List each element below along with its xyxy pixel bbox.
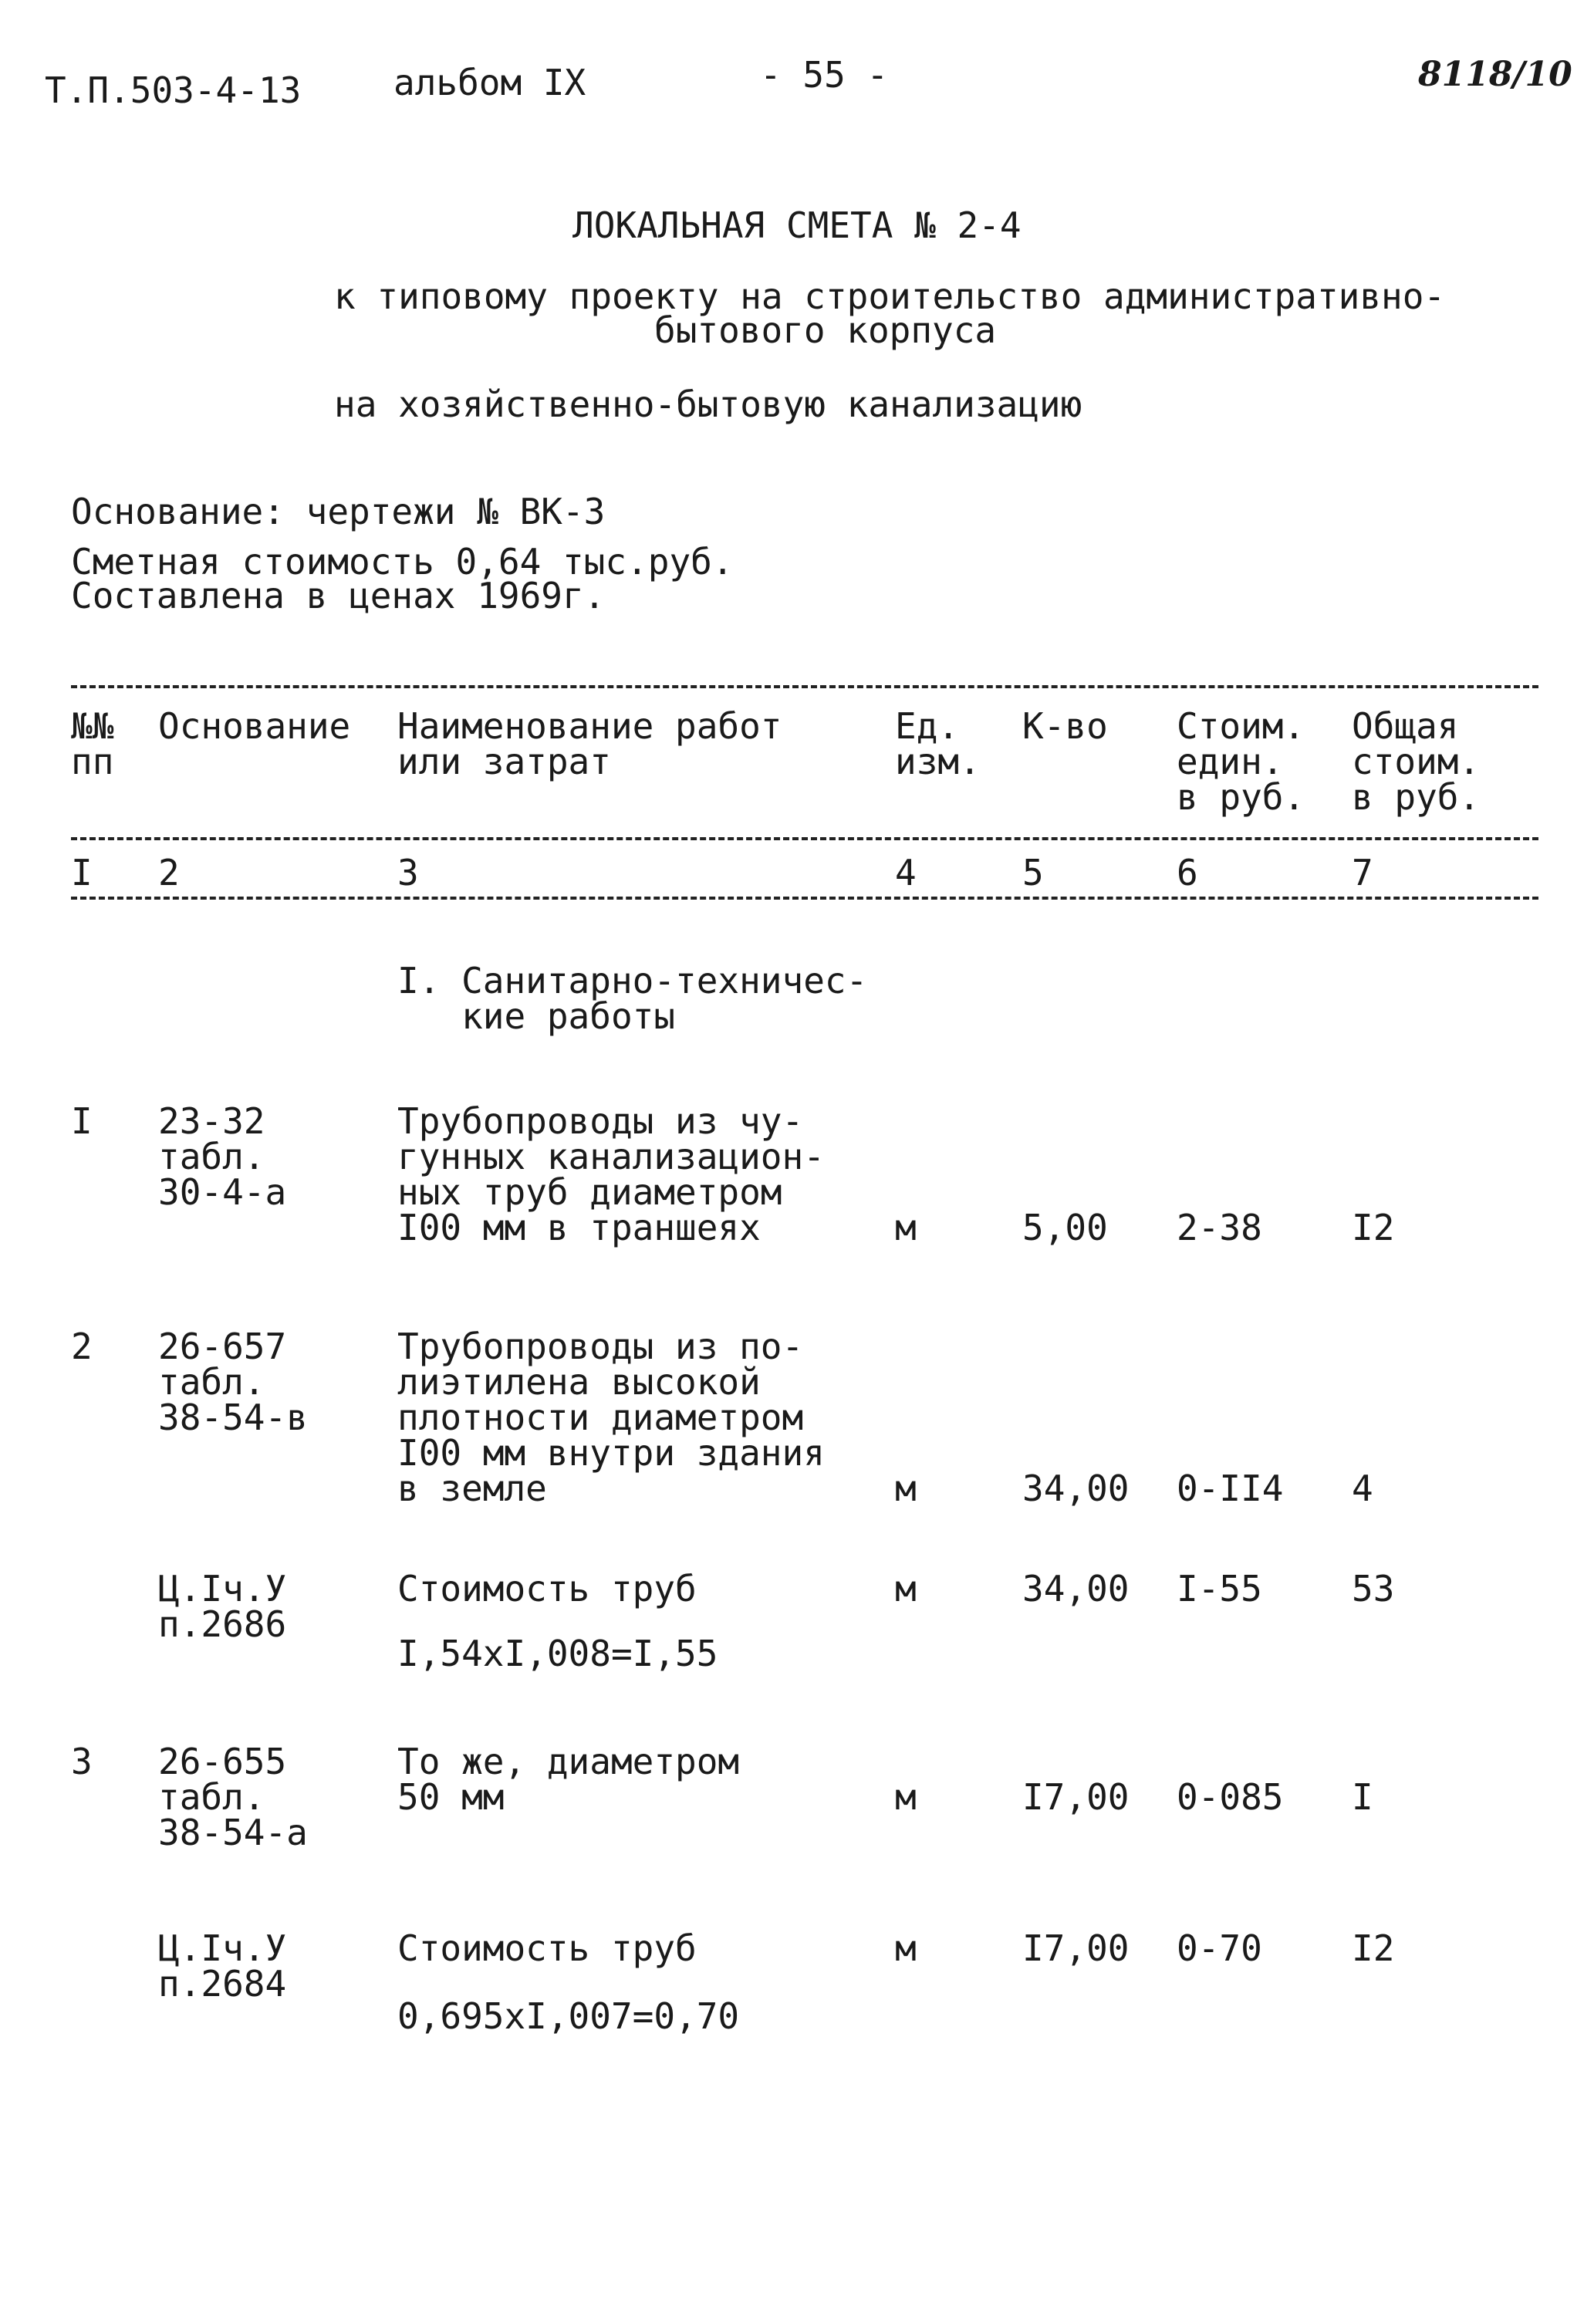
row-total-cost: 53 xyxy=(1352,1568,1395,1610)
album-number: альбом IX xyxy=(393,62,586,103)
row-unit-cost: 0-70 xyxy=(1177,1927,1262,1969)
row-unit-cost: 0-085 xyxy=(1177,1776,1284,1818)
row-unit: м xyxy=(895,1468,917,1509)
row-calculation: I,54хI,008=I,55 xyxy=(397,1633,718,1674)
col-header-basis: Основание xyxy=(158,705,351,747)
row-unit: м xyxy=(895,1927,917,1969)
document-title: ЛОКАЛЬНАЯ СМЕТА № 2-4 xyxy=(572,204,1022,246)
row-unit-cost: 0-II4 xyxy=(1177,1468,1284,1509)
row-basis: 23-32 табл. 30-4-а xyxy=(158,1100,287,1213)
col-header-unit-cost: Стоим. един. в руб. xyxy=(1177,705,1305,818)
row-total-cost: I2 xyxy=(1352,1207,1395,1248)
row-number: 3 xyxy=(71,1741,93,1782)
col-number-1: I xyxy=(71,852,93,893)
row-qty: I7,00 xyxy=(1022,1776,1130,1818)
row-total-cost: I2 xyxy=(1352,1927,1395,1969)
section-title: I. Санитарно-техничес- кие работы xyxy=(397,960,868,1037)
row-name: Трубопроводы из по- лиэтилена высокой плотности диаметром I00 мм внутри здания в земле xyxy=(397,1326,825,1509)
table-top-rule xyxy=(71,685,1538,688)
project-code: Т.П.503-4-13 xyxy=(45,69,302,111)
col-header-total-cost: Общая стоим. в руб. xyxy=(1352,705,1481,818)
col-number-7: 7 xyxy=(1352,852,1373,893)
sheet-number: 8118/10 xyxy=(1418,55,1572,94)
row-basis: Ц.Iч.У п.2684 xyxy=(158,1927,287,2005)
row-qty: 34,00 xyxy=(1022,1568,1130,1610)
row-qty: 5,00 xyxy=(1022,1207,1108,1248)
row-unit-cost: 2-38 xyxy=(1177,1207,1262,1248)
col-number-3: 3 xyxy=(397,852,419,893)
row-basis: 26-657 табл. 38-54-в xyxy=(158,1326,308,1438)
page-number: - 55 - xyxy=(760,54,889,96)
title-line-1: к типовому проекту на строительство административно- xyxy=(334,275,1446,317)
estimated-cost: Сметная стоимость 0,64 тыс.руб. xyxy=(71,541,734,583)
row-qty: I7,00 xyxy=(1022,1927,1130,1969)
row-number: 2 xyxy=(71,1326,93,1367)
price-level: Составлена в ценах 1969г. xyxy=(71,575,606,616)
table-header-rule xyxy=(71,837,1538,840)
row-unit-cost: I-55 xyxy=(1177,1568,1262,1610)
row-name: Трубопроводы из чу- гунных канализацион- ных труб диаметром I00 мм в траншеях xyxy=(397,1100,825,1248)
col-header-unit: Ед. изм. xyxy=(895,705,981,782)
col-number-6: 6 xyxy=(1177,852,1198,893)
row-total-cost: 4 xyxy=(1352,1468,1373,1509)
col-header-name: Наименование работ или затрат xyxy=(397,705,782,782)
row-unit: м xyxy=(895,1776,917,1818)
row-number: I xyxy=(71,1100,93,1142)
row-basis: 26-655 табл. 38-54-а xyxy=(158,1741,308,1853)
title-line-3: на хозяйственно-бытовую канализацию xyxy=(334,383,1082,425)
row-unit: м xyxy=(895,1207,917,1248)
column-numbers-rule xyxy=(71,897,1538,900)
row-unit: м xyxy=(895,1568,917,1610)
row-basis: Ц.Iч.У п.2686 xyxy=(158,1568,287,1645)
row-qty: 34,00 xyxy=(1022,1468,1130,1509)
row-name: Стоимость труб xyxy=(397,1927,697,1969)
col-header-qty: К-во xyxy=(1022,705,1108,747)
row-name: То же, диаметром 50 мм xyxy=(397,1741,740,1818)
col-header-number: №№ пп xyxy=(71,705,114,782)
col-number-4: 4 xyxy=(895,852,917,893)
col-number-2: 2 xyxy=(158,852,180,893)
row-total-cost: I xyxy=(1352,1776,1373,1818)
basis-drawings: Основание: чертежи № ВК-3 xyxy=(71,491,606,532)
title-line-2: бытового корпуса xyxy=(654,309,997,351)
col-number-5: 5 xyxy=(1022,852,1044,893)
row-name: Стоимость труб xyxy=(397,1568,697,1610)
row-calculation: 0,695хI,007=0,70 xyxy=(397,1995,740,2037)
